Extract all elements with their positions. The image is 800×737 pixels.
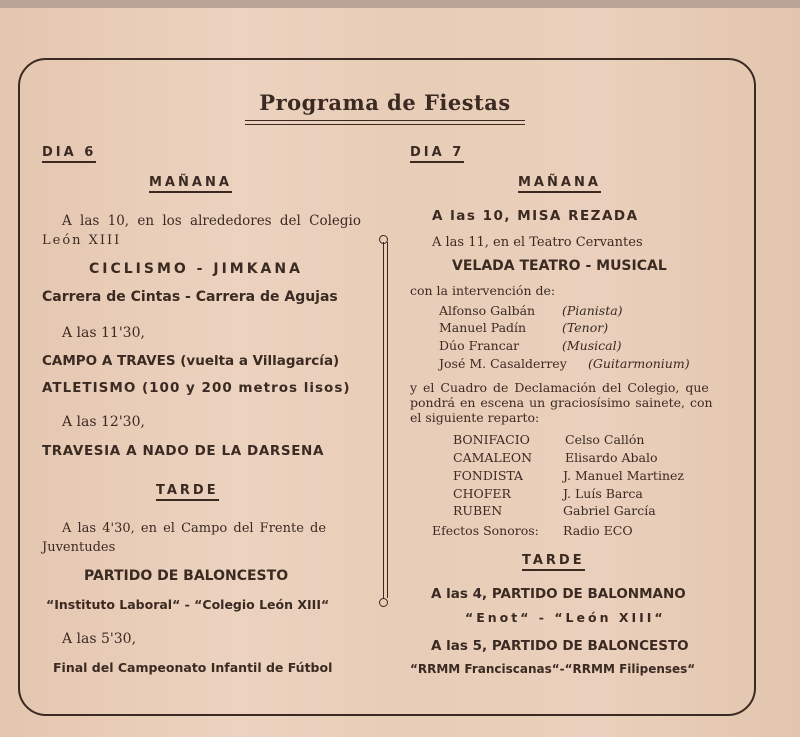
day7-event: A las 5, PARTIDO DE BALONCESTO	[431, 638, 689, 654]
title-underline	[245, 120, 525, 121]
divider-ornament-bottom	[379, 598, 388, 607]
day7-event: A las 4, PARTIDO DE BALONMANO	[431, 586, 686, 602]
day7-heading: DIA 7	[410, 145, 464, 163]
performer-role: (Musical)	[562, 338, 622, 353]
performer-role: (Pianista)	[562, 303, 623, 318]
cast-role: CAMALEON	[453, 450, 533, 465]
cast-actor: Elisardo Abalo	[565, 450, 658, 465]
day6-text: León XIII	[42, 233, 122, 248]
effects-label: Efectos Sonoros:	[432, 523, 539, 538]
day7-afternoon-heading: TARDE	[522, 553, 585, 571]
effects-value: Radio ECO	[563, 523, 633, 538]
cast-role: RUBEN	[453, 503, 503, 518]
cast-actor: Celso Callón	[565, 432, 645, 447]
day6-event: ATLETISMO (100 y 200 metros lisos)	[42, 380, 351, 396]
day7-text: el siguiente reparto:	[410, 410, 540, 425]
day6-text: A las 4'30, en el Campo del Frente de	[62, 521, 327, 536]
cast-role: BONIFACIO	[453, 432, 530, 447]
day6-text: A las 10, en los alrededores del Colegio	[62, 213, 361, 229]
performer-name: Alfonso Galbán	[439, 303, 536, 318]
day6-event: CICLISMO - JIMKANA	[89, 261, 303, 277]
day7-event: A las 10, MISA REZADA	[432, 208, 639, 224]
day7-text: pondrá en escena un graciosísimo sainete, con	[410, 395, 713, 410]
title-underline-2	[245, 124, 525, 125]
day6-event: Final del Campeonato Infantil de Fútbol	[53, 660, 333, 675]
day6-event: CAMPO A TRAVES (vuelta a Villagarcía)	[42, 353, 340, 369]
day6-afternoon-heading: TARDE	[156, 483, 219, 501]
page-title: Programa de Fiestas	[259, 90, 511, 115]
day7-event: “RRMM Franciscanas“-“RRMM Filipenses“	[410, 662, 696, 676]
day7-text: con la intervención de:	[410, 283, 556, 298]
day7-text: y el Cuadro de Declamación del Colegio, que	[410, 380, 709, 395]
day7-morning-heading: MAÑANA	[518, 175, 601, 193]
day6-time: A las 11'30,	[62, 325, 145, 341]
day6-event: PARTIDO DE BALONCESTO	[84, 568, 289, 584]
performer-role: (Guitarmonium)	[588, 356, 690, 371]
day7-event: VELADA TEATRO - MUSICAL	[452, 258, 667, 274]
day6-text: Juventudes	[42, 540, 116, 555]
performer-name: José M. Casalderrey	[439, 356, 567, 371]
performer-role: (Tenor)	[562, 320, 609, 335]
day7-event: “Enot“ - “León XIII“	[465, 610, 666, 625]
cast-role: FONDISTA	[453, 468, 524, 483]
day6-heading: DIA 6	[42, 145, 96, 163]
column-divider	[383, 242, 388, 598]
day6-morning-heading: MAÑANA	[149, 175, 232, 193]
day6-event: Carrera de Cintas - Carrera de Agujas	[42, 289, 338, 305]
cast-actor: J. Manuel Martinez	[563, 468, 684, 483]
performer-name: Manuel Padín	[439, 320, 527, 335]
cast-role: CHOFER	[453, 486, 511, 501]
day7-text: A las 11, en el Teatro Cervantes	[432, 235, 643, 250]
cast-actor: J. Luís Barca	[563, 486, 643, 501]
day6-time: A las 5'30,	[62, 631, 137, 647]
day6-event: “Instituto Laboral“ - “Colegio León XIII“	[46, 597, 330, 612]
cast-actor: Gabriel García	[563, 503, 656, 518]
day6-event: TRAVESIA A NADO DE LA DARSENA	[42, 443, 324, 459]
paper-edge	[0, 0, 800, 8]
divider-ornament-top	[379, 235, 388, 244]
performer-name: Dúo Francar	[439, 338, 520, 353]
day6-time: A las 12'30,	[62, 414, 145, 430]
